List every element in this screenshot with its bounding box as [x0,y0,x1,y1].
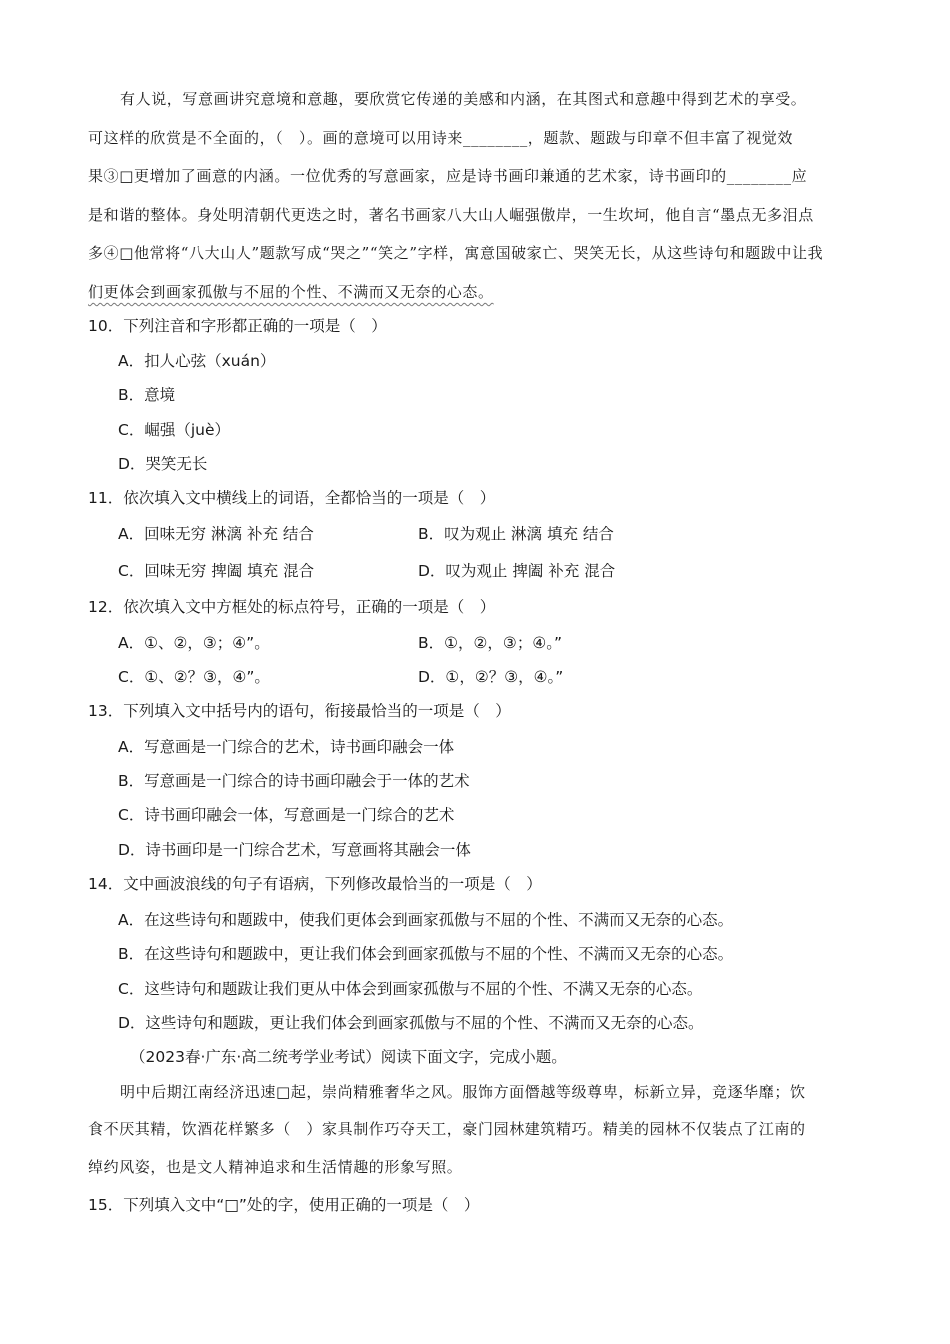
question-12-option[interactable]: D．①，②？③，④。” [418,668,564,686]
question-13-option[interactable]: A．写意画是一门综合的艺术，诗书画印融会一体 [118,738,455,756]
question-10-option[interactable]: D．哭笑无长 [118,455,208,473]
question-13-stem: 13．下列填入文中括号内的语句，衔接最恰当的一项是（ ） [88,702,511,720]
question-14-option[interactable]: B．在这些诗句和题跋中，更让我们体会到画家孤傲与不屈的个性、不满而又无奈的心态。 [118,945,734,963]
passage-2-line: 绰约风姿，也是文人精神追求和生活情趣的形象写照。 [88,1158,463,1176]
question-10-stem: 10．下列注音和字形都正确的一项是（ ） [88,317,387,335]
passage-1-wavy-line: 们更体会到画家孤傲与不屈的个性、不满而又无奈的心态。 [88,283,494,301]
question-13-option[interactable]: C．诗书画印融会一体，写意画是一门综合的艺术 [118,806,455,824]
question-11-option[interactable]: D．叹为观止 捭阖 补充 混合 [418,562,616,580]
passage-1-line: 多④□他常将“八大山人”题款写成“哭之”“笑之”字样，寓意国破家亡、哭笑无长，从这些诗句和题跋中让我 [88,244,824,262]
question-14-option[interactable]: A．在这些诗句和题跋中，使我们更体会到画家孤傲与不屈的个性、不满而又无奈的心态。 [118,911,734,929]
passage-1-line: 果③□更增加了画意的内涵。一位优秀的写意画家，应是诗书画印兼通的艺术家，诗书画印的________应 [88,167,808,185]
question-11-stem: 11．依次填入文中横线上的词语，全都恰当的一项是（ ） [88,489,496,507]
passage-2-line: 明中后期江南经济迅速□起，崇尚精雅奢华之风。服饰方面僭越等级尊卑，标新立异，竞逐华靡；饮 [120,1083,806,1101]
question-12-option[interactable]: A．①、②，③；④”。 [118,634,270,652]
question-11-option[interactable]: A．回味无穷 淋漓 补充 结合 [118,525,314,543]
question-12-stem: 12．依次填入文中方框处的标点符号，正确的一项是（ ） [88,598,496,616]
question-13-option[interactable]: D．诗书画印是一门综合艺术，写意画将其融会一体 [118,841,471,859]
question-13-option[interactable]: B．写意画是一门综合的诗书画印融会于一体的艺术 [118,772,470,790]
passage-1-line: 是和谐的整体。身处明清朝代更迭之时，著名书画家八大山人崛强傲岸，一生坎坷，他自言“墨点无多泪点 [88,206,814,224]
question-12-option[interactable]: C．①、②？③，④”。 [118,668,270,686]
question-12-option[interactable]: B．①，②，③；④。” [418,634,562,652]
passage-2-line: 食不厌其精，饮酒花样繁多（ ）家具制作巧夺天工，豪门园林建筑精巧。精美的园林不仅装点了江南的 [88,1120,806,1138]
question-14-option[interactable]: C．这些诗句和题跋让我们更从中体会到画家孤傲与不屈的个性、不满又无奈的心态。 [118,980,703,998]
source-note: （2023春·广东·高二统考学业考试）阅读下面文字，完成小题。 [130,1048,567,1066]
passage-1-line: 有人说，写意画讲究意境和意趣，要欣赏它传递的美感和内涵，在其图式和意趣中得到艺术的享受。 [120,90,807,108]
question-11-option[interactable]: B．叹为观止 淋漓 填充 结合 [418,525,614,543]
question-15-stem: 15．下列填入文中“□”处的字，使用正确的一项是（ ） [88,1196,480,1214]
question-14-option[interactable]: D．这些诗句和题跋，更让我们体会到画家孤傲与不屈的个性、不满而又无奈的心态。 [118,1014,704,1032]
question-10-option[interactable]: B．意境 [118,386,176,404]
question-14-stem: 14．文中画波浪线的句子有语病，下列修改最恰当的一项是（ ） [88,875,542,893]
question-10-option[interactable]: C．崛强（juè） [118,421,230,439]
question-10-option[interactable]: A．扣人心弦（xuán） [118,352,276,370]
passage-1-line: 可这样的欣赏是不全面的，（ ）。画的意境可以用诗来________，题款、题跋与印章不但丰富了视觉效 [88,129,794,147]
question-11-option[interactable]: C．回味无穷 捭阖 填充 混合 [118,562,315,580]
